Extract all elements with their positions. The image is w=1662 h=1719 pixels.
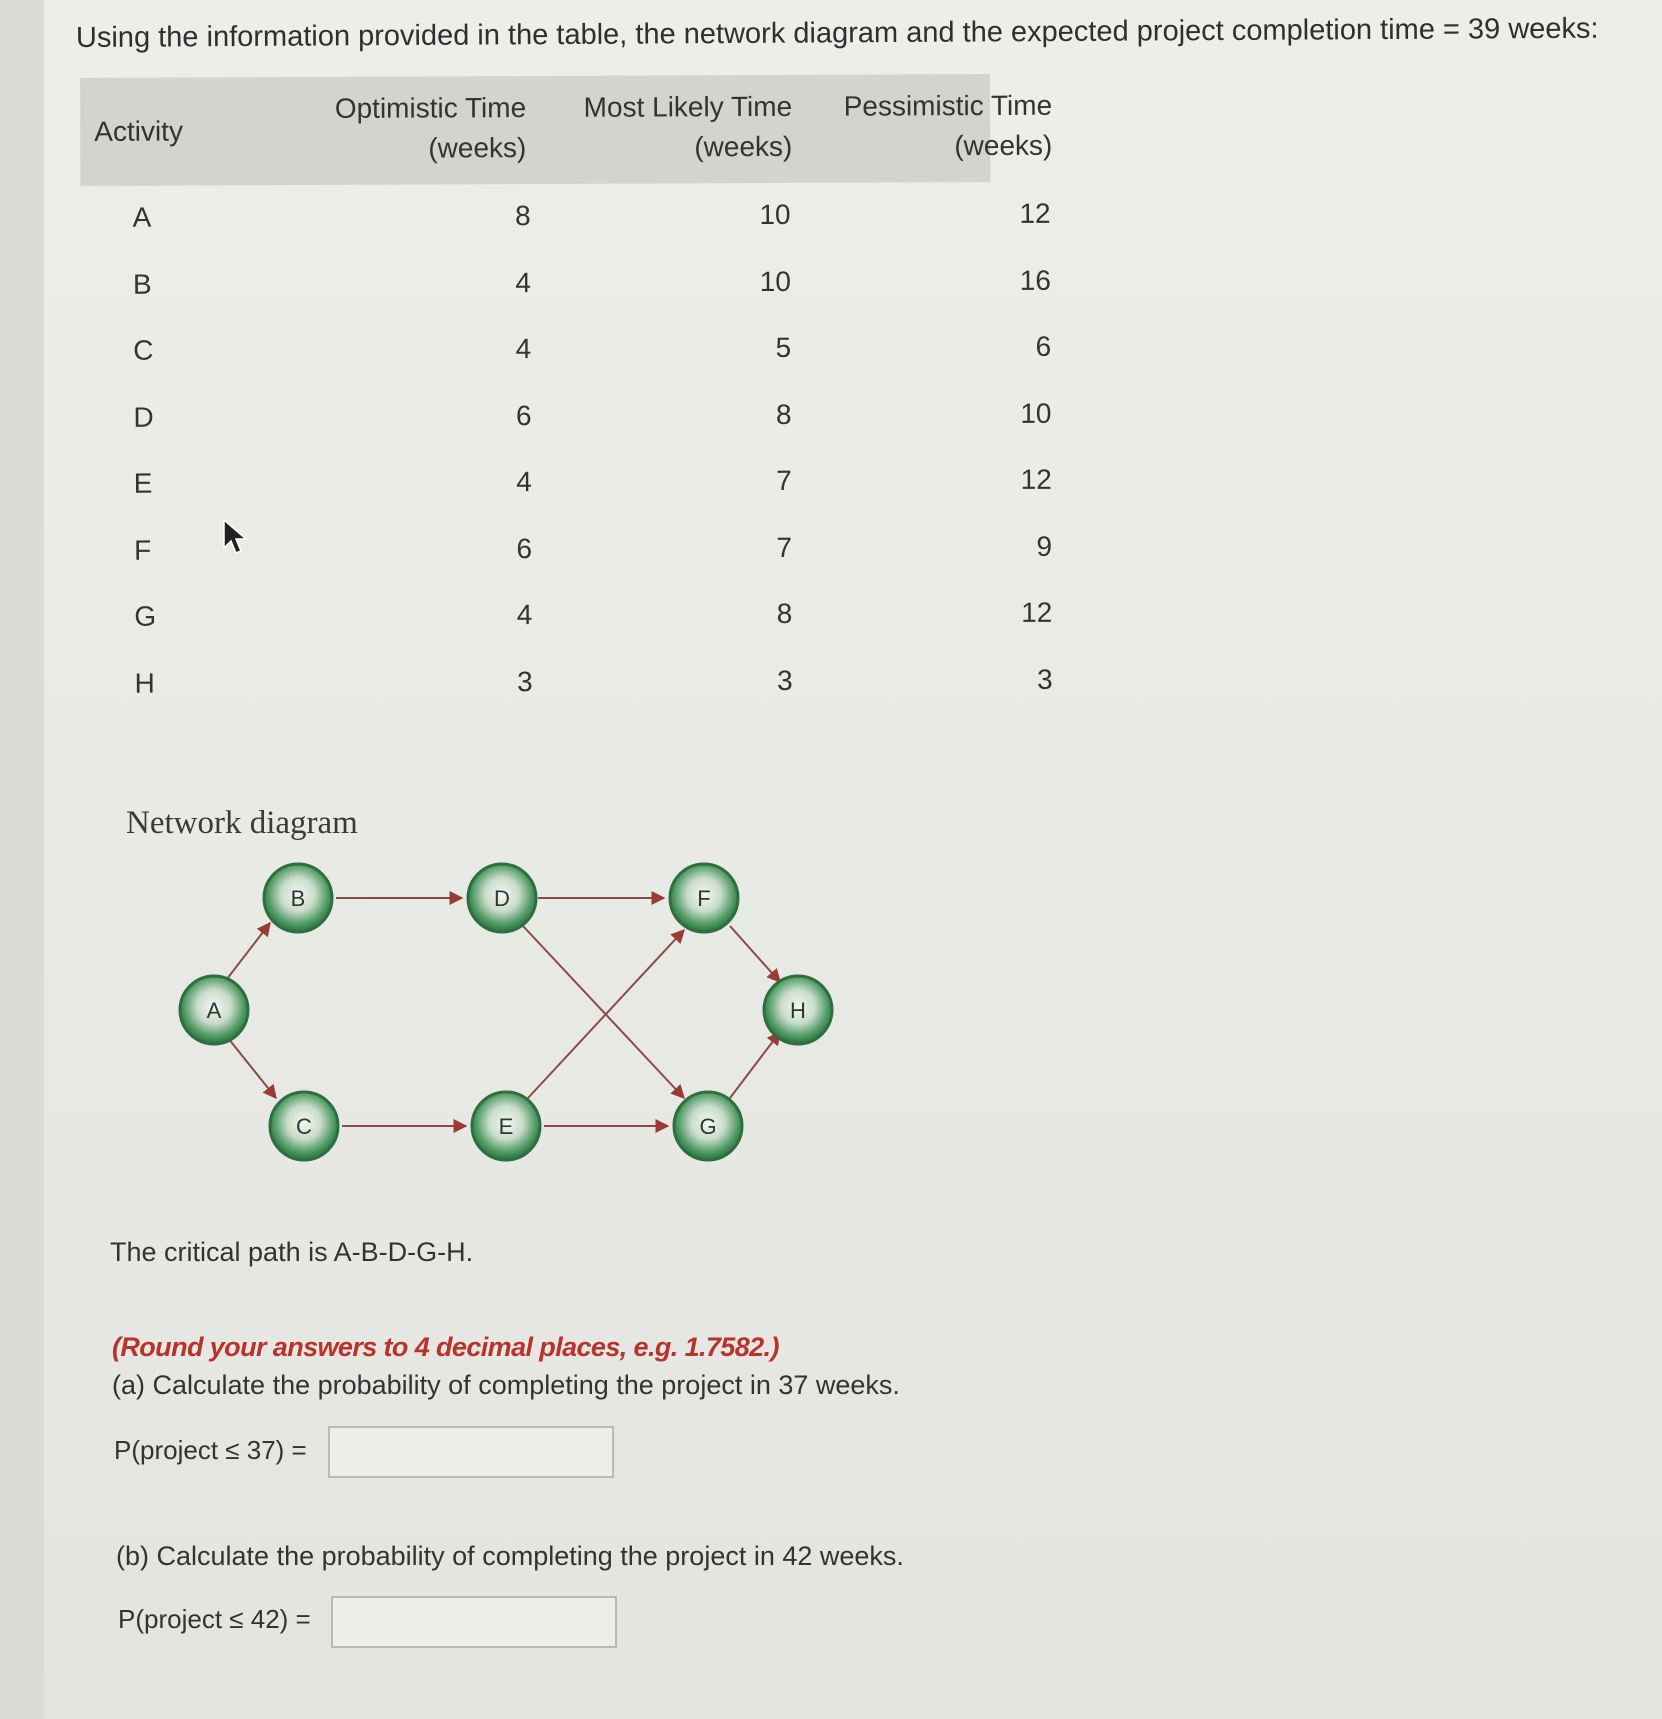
edge-g-h — [730, 1032, 780, 1098]
svg-text:E: E — [498, 1114, 514, 1139]
svg-text:F: F — [697, 886, 711, 911]
question-a-text: (a) Calculate the probability of completing the project in 37 weeks. — [112, 1370, 900, 1400]
cell-optimistic: 6 — [516, 532, 533, 564]
cell-optimistic: 4 — [516, 599, 533, 631]
diagram-node-a — [180, 976, 248, 1044]
cell-optimistic: 4 — [515, 333, 532, 365]
answer-a-label: P(project ≤ 37) = — [114, 1435, 307, 1465]
table-body — [80, 182, 1053, 718]
cell-most-likely: 3 — [776, 664, 793, 696]
header-pessimistic: Pessimistic Time (weeks) — [843, 89, 1053, 162]
cell-activity: E — [133, 467, 153, 499]
cell-most-likely: 7 — [776, 464, 792, 496]
cell-most-likely: 10 — [759, 198, 791, 231]
svg-text:H: H — [790, 998, 806, 1023]
cell-pessimistic: 3 — [1036, 663, 1053, 695]
svg-text:C: C — [296, 1114, 312, 1139]
table-row — [81, 382, 1052, 452]
cell-optimistic: 8 — [514, 200, 531, 232]
cell-pessimistic: 10 — [1020, 397, 1052, 429]
cell-activity: B — [132, 268, 152, 300]
mouse-pointer-icon — [222, 518, 250, 558]
table-row — [81, 249, 1051, 319]
cell-most-likely: 10 — [759, 265, 791, 297]
table-row — [82, 448, 1052, 518]
diagram-title: Network diagram — [126, 805, 358, 841]
svg-text:A: A — [206, 998, 222, 1023]
table-header — [80, 74, 1053, 186]
cell-pessimistic: 16 — [1019, 264, 1051, 296]
question-b-text: (b) Calculate the probability of completing the project in 42 weeks. — [116, 1541, 904, 1571]
header-most-likely: Most Likely Time (weeks) — [583, 90, 793, 163]
svg-text:G: G — [699, 1114, 717, 1139]
table-row — [81, 315, 1052, 385]
network-diagram — [160, 848, 860, 1198]
critical-path-text: The critical path is A-B-D-G-H. — [110, 1237, 474, 1267]
diagram-node-b — [264, 864, 332, 932]
edge-f-h — [730, 926, 780, 982]
diagram-node-c — [270, 1092, 338, 1160]
header-optimistic: Optimistic Time (weeks) — [334, 92, 527, 164]
edge-d-g — [523, 926, 684, 1098]
cell-optimistic: 4 — [515, 266, 531, 298]
cell-most-likely: 8 — [775, 398, 792, 430]
diagram-node-g — [674, 1092, 742, 1160]
intro-text: Using the information provided in the table, the network diagram and the expected project completion time = 39 weeks: — [75, 12, 1599, 54]
answer-a-input[interactable] — [328, 1426, 614, 1478]
cell-pessimistic: 12 — [1019, 197, 1051, 229]
table-row — [80, 182, 1051, 252]
cell-activity: F — [133, 534, 152, 566]
table-row — [82, 581, 1053, 651]
left-margin-strip — [0, 0, 44, 1719]
cell-most-likely: 7 — [776, 531, 793, 563]
rounding-instruction: (Round your answers to 4 decimal places, e.g. 1.7582.) — [112, 1332, 779, 1362]
svg-text:D: D — [494, 886, 510, 911]
diagram-node-h — [764, 976, 832, 1044]
diagram-node-f — [670, 864, 738, 932]
cell-activity: A — [132, 201, 152, 233]
table-row — [82, 515, 1053, 585]
cell-activity: D — [133, 401, 154, 433]
answer-b-label: P(project ≤ 42) = — [118, 1604, 311, 1634]
cell-activity: H — [134, 667, 155, 699]
cell-pessimistic: 12 — [1020, 463, 1052, 495]
cell-activity: C — [133, 334, 154, 366]
pert-table — [80, 74, 1053, 718]
cell-most-likely: 5 — [775, 331, 792, 363]
cell-activity: G — [134, 600, 157, 632]
diagram-node-d — [468, 864, 536, 932]
cell-pessimistic: 6 — [1035, 330, 1052, 362]
cell-optimistic: 4 — [516, 466, 532, 498]
header-activity: Activity — [94, 115, 183, 147]
cell-pessimistic: 9 — [1036, 530, 1053, 562]
answer-b-input[interactable] — [331, 1596, 617, 1648]
cell-optimistic: 3 — [516, 665, 533, 697]
svg-text:B: B — [290, 886, 306, 911]
diagram-node-e — [472, 1092, 540, 1160]
cell-pessimistic: 12 — [1021, 596, 1053, 628]
table-row — [83, 648, 1053, 718]
cell-most-likely: 8 — [776, 597, 793, 629]
cell-optimistic: 6 — [515, 399, 532, 431]
